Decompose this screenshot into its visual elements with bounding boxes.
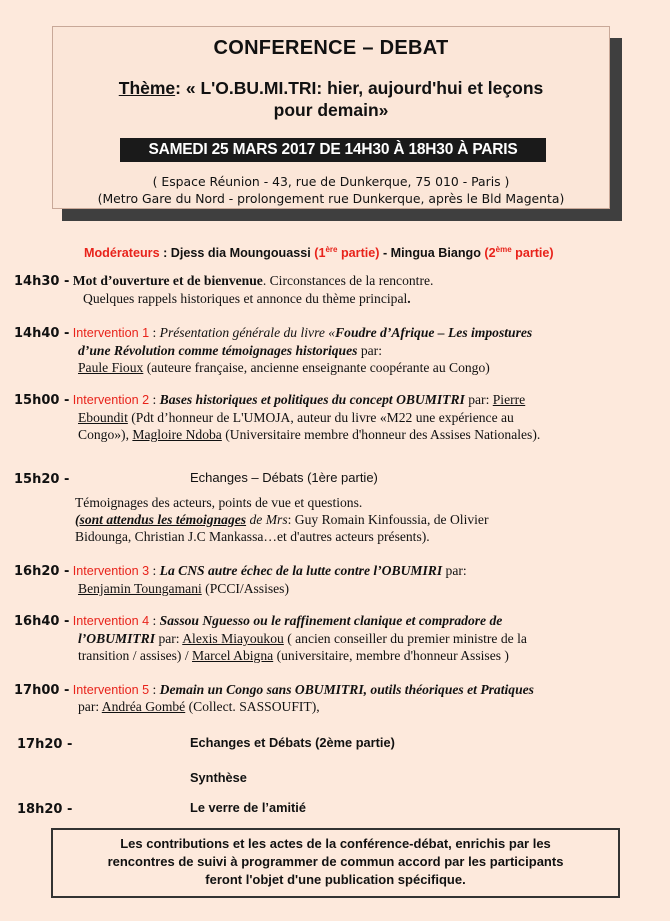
par: par: xyxy=(464,392,493,407)
conference-theme xyxy=(53,77,609,121)
item-title: Foudre d’Afrique – Les impostures xyxy=(335,325,533,340)
item-text: Quelques rappels historiques et annonce du thème principal xyxy=(83,291,408,306)
intervention-2-line-2 xyxy=(78,409,514,426)
par: par: xyxy=(78,699,102,714)
item-text: . Circonstances de la rencontre. xyxy=(262,273,434,288)
speaker-name-2: Marcel Abigna xyxy=(192,648,274,663)
theme-line-2: pour demain» xyxy=(273,100,389,120)
footer-line-3: feront l'objet d'une publication spécifique. xyxy=(205,872,466,887)
moderator-1-part-end: partie) xyxy=(337,246,380,260)
speaker-info-2: (Universitaire membre d'honneur des Assises Nationales). xyxy=(221,427,541,442)
metro-line: (Metro Gare du Nord - prolongement rue Dunkerque, après le Bld Magenta) xyxy=(97,191,565,206)
speaker-name: Benjamin Toungamani xyxy=(78,581,202,596)
expected-testimonies: sont attendus les témoignages xyxy=(79,512,247,527)
moderator-2: - Mingua Biango xyxy=(379,246,485,260)
intervention-4-line-2 xyxy=(78,630,527,647)
sep: : xyxy=(149,563,160,578)
debate-1-line-3: Bidounga, Christian J.C Mankassa…et d'autres acteurs présents). xyxy=(75,529,430,544)
theme-label: Thème xyxy=(118,78,176,98)
debate-1-line-2 xyxy=(75,511,489,528)
item-title: La CNS autre échec de la lutte contre l’OBUMIRI xyxy=(159,563,443,578)
intervention-1-line-3 xyxy=(78,359,490,376)
footer-line-2: rencontres de suivi à programmer de commun accord par les participants xyxy=(107,854,564,869)
debate-1-line-1: Témoignages des acteurs, points de vue et questions. xyxy=(75,495,363,510)
speaker-name: Pierre xyxy=(492,392,526,407)
venue-address xyxy=(53,173,609,207)
speaker-info: (PCCI/Assises) xyxy=(201,581,290,596)
moderator-2-part: (2 xyxy=(484,246,496,260)
moderator-1-sup: ère xyxy=(325,244,338,254)
intervention-label: Intervention 3 xyxy=(72,564,150,578)
speaker-name: Andréa Gombé xyxy=(101,699,186,714)
time-label: 14h30 - xyxy=(14,274,70,289)
moderator-1: : Djess dia Moungouassi xyxy=(159,246,315,260)
moderator-1-part: (1 xyxy=(314,246,326,260)
conference-title: CONFERENCE – DEBAT xyxy=(213,37,449,59)
program-item-intervention-2 xyxy=(14,391,525,409)
names: : Guy Romain Kinfoussia, de Olivier xyxy=(287,512,489,527)
intervention-4-line-3 xyxy=(78,647,509,664)
item-title: Mot d’ouverture et de bienvenue xyxy=(72,273,263,288)
time-label: 17h20 - xyxy=(17,737,73,752)
date-banner: SAMEDI 25 MARS 2017 DE 14H30 À 18H30 À PARIS xyxy=(120,138,546,162)
footer-line-1: Les contributions et les actes de la conférence-débat, enrichis par les xyxy=(120,836,551,851)
intervention-label: Intervention 2 xyxy=(72,393,150,407)
speaker-info: (Collect. SASSOUFIT), xyxy=(185,699,320,714)
intervention-label: Intervention 1 xyxy=(72,326,150,340)
time-label: 15h00 - xyxy=(14,393,70,408)
debate-2-title: Echanges et Débats (2ème partie) xyxy=(190,735,395,750)
sep: : xyxy=(149,682,160,697)
speaker-info-2: (universitaire, membre d'honneur Assises ) xyxy=(273,648,509,663)
speaker-info: (Pdt d’honneur de L'UMOJA, auteur du livre «M22 une expérience au xyxy=(127,410,514,425)
par: par: xyxy=(442,563,467,578)
sep: : xyxy=(149,392,160,407)
item-desc: Présentation générale du livre « xyxy=(159,325,336,340)
program-item-intervention-4 xyxy=(14,612,502,630)
speaker-name: Alexis Miayoukou xyxy=(182,631,284,646)
par: par: xyxy=(155,631,183,646)
theme-line-1: « L'O.BU.MI.TRI: hier, aujourd'hui et leçons xyxy=(185,78,544,98)
moderator-2-part-end: partie) xyxy=(511,246,554,260)
time-label: 15h20 - xyxy=(14,472,70,487)
paren: ( xyxy=(75,512,80,527)
time-label: 17h00 - xyxy=(14,683,70,698)
speaker-info-cont: transition / assises) / xyxy=(78,648,193,663)
intervention-1-line-2 xyxy=(78,342,382,359)
header-box xyxy=(52,26,610,209)
theme-sep: : xyxy=(175,78,186,98)
moderator-2-sup: ème xyxy=(495,244,512,254)
item-title-cont: d’une Révolution comme témoignages historiques xyxy=(78,343,358,358)
item-text-end: . xyxy=(407,291,411,306)
time-label: 16h20 - xyxy=(14,564,70,579)
program-item-intervention-5 xyxy=(14,681,534,699)
program-item-intervention-1 xyxy=(14,324,532,342)
program-item-debate-1 xyxy=(14,470,69,488)
item-title-cont: l’OBUMITRI xyxy=(78,631,156,646)
speaker-name-cont: Eboundit xyxy=(78,410,128,425)
debate-1-title: Echanges – Débats (1ère partie) xyxy=(190,470,378,485)
speaker-name-2: Magloire Ndoba xyxy=(132,427,222,442)
time-label: 16h40 - xyxy=(14,614,70,629)
sep: : xyxy=(149,325,160,340)
speaker-info-cont: Congo»), xyxy=(78,427,133,442)
footer-note xyxy=(51,828,620,898)
intervention-3-line-2 xyxy=(78,580,289,597)
program-item-intervention-3 xyxy=(14,562,467,580)
par: par: xyxy=(357,343,382,358)
item-title: Sassou Nguesso ou le raffinement clanique et compradore de xyxy=(159,613,503,628)
intervention-2-line-3 xyxy=(78,426,540,443)
opening-line-2 xyxy=(83,290,411,307)
speaker-info: ( ancien conseiller du premier ministre de la xyxy=(283,631,527,646)
de-mrs: de Mrs xyxy=(246,512,288,527)
moderators-label: Modérateurs xyxy=(84,246,160,260)
time-label: 18h20 - xyxy=(17,802,73,817)
item-title: Bases historiques et politiques du concept OBUMITRI xyxy=(159,392,465,407)
sep: : xyxy=(149,613,160,628)
moderators-line xyxy=(84,246,554,260)
time-label: 14h40 - xyxy=(14,326,70,341)
item-title: Demain un Congo sans OBUMITRI, outils théoriques et Pratiques xyxy=(159,682,534,697)
intervention-label: Intervention 5 xyxy=(72,683,150,697)
cocktail-title: Le verre de l’amitié xyxy=(190,800,306,815)
synthesis-title: Synthèse xyxy=(190,770,247,785)
speaker-name: Paule Fioux xyxy=(78,360,144,375)
intervention-5-line-2 xyxy=(78,698,320,715)
intervention-label: Intervention 4 xyxy=(72,614,150,628)
program-item-opening xyxy=(14,272,433,290)
address-line: ( Espace Réunion - 43, rue de Dunkerque, 75 010 - Paris ) xyxy=(152,174,510,189)
program-item-cocktail-time xyxy=(17,800,72,818)
program-item-debate-2-time xyxy=(17,735,72,753)
speaker-info: (auteure française, ancienne enseignante coopérante au Congo) xyxy=(143,360,490,375)
